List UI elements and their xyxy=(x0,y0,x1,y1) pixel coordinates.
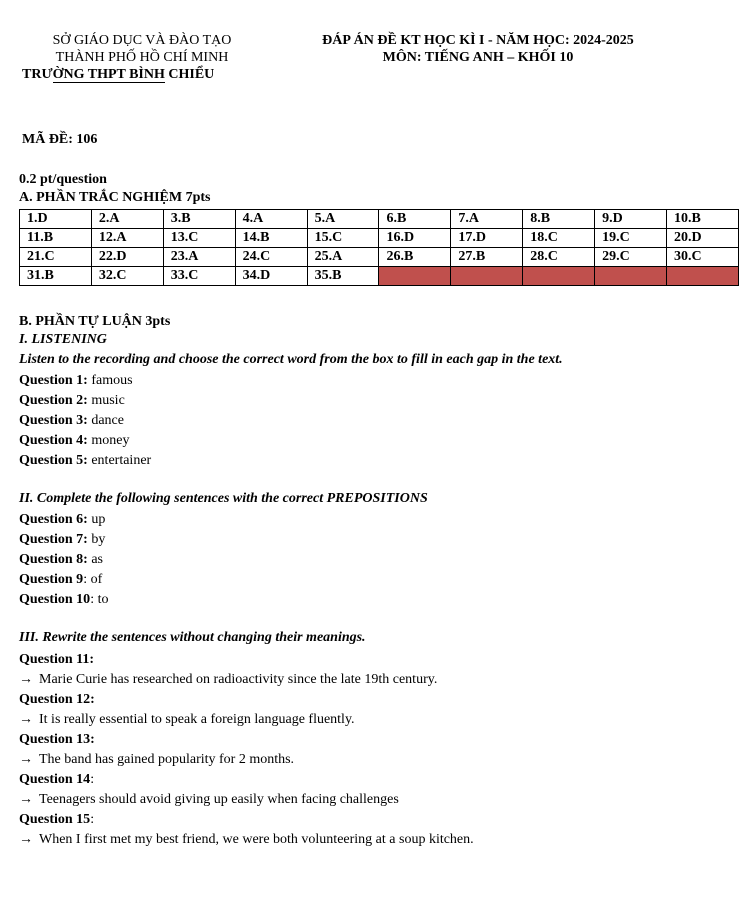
question-label: Question 6: xyxy=(19,512,88,527)
arrow-icon: → xyxy=(19,792,33,807)
question-item xyxy=(19,570,108,590)
question-label: Question 12: xyxy=(19,692,95,707)
answer-cell: 20.D xyxy=(667,229,739,248)
answer-cell: 1.D xyxy=(20,210,92,229)
question-label: Question 7: xyxy=(19,532,88,547)
question-label: Question 9 xyxy=(19,572,84,587)
answer-cell: 6.B xyxy=(379,210,451,229)
question-label: Question 4: xyxy=(19,433,88,448)
answer-cell: 3.B xyxy=(163,210,235,229)
rewrite-answer xyxy=(19,830,474,850)
question-answer: : of xyxy=(83,572,103,587)
question-label: Question 3: xyxy=(19,413,88,428)
part1-title: I. LISTENING xyxy=(19,332,107,347)
school-name-suffix: CHIỂU xyxy=(164,67,215,82)
answer-cell: 24.C xyxy=(235,248,307,267)
points-note: 0.2 pt/question xyxy=(19,172,107,187)
arrow-icon: → xyxy=(19,672,33,687)
question-item xyxy=(19,391,151,411)
part2-title: II. Complete the following sentences with the correct PREPOSITIONS xyxy=(19,491,428,506)
question-item xyxy=(19,550,108,570)
rewrite-answer xyxy=(19,710,474,730)
question-label: Question 8: xyxy=(19,552,88,567)
part3-answers xyxy=(19,650,474,850)
question-heading xyxy=(19,690,474,710)
answer-cell: 22.D xyxy=(91,248,163,267)
question-item xyxy=(19,510,108,530)
department-header xyxy=(22,32,262,83)
question-label: Question 1: xyxy=(19,373,88,388)
answer-cell: 18.C xyxy=(523,229,595,248)
part2-answers xyxy=(19,510,108,610)
question-answer: dance xyxy=(87,413,124,428)
answer-cell: 5.A xyxy=(307,210,379,229)
answer-cell: 7.A xyxy=(451,210,523,229)
answer-row xyxy=(20,248,739,267)
question-answer: famous xyxy=(87,373,133,388)
answer-cell: 13.C xyxy=(163,229,235,248)
question-label: Question 13: xyxy=(19,732,95,747)
question-item xyxy=(19,451,151,471)
exam-title: ĐÁP ÁN ĐỀ KT HỌC KÌ I - NĂM HỌC: 2024-2025 xyxy=(322,33,634,48)
answer-cell xyxy=(451,267,523,286)
answer-cell: 25.A xyxy=(307,248,379,267)
rewrite-answer-text: Teenagers should avoid giving up easily when facing challenges xyxy=(39,792,399,807)
answer-cell: 8.B xyxy=(523,210,595,229)
arrow-icon: → xyxy=(19,712,33,727)
question-answer: money xyxy=(87,433,130,448)
answer-cell: 29.C xyxy=(595,248,667,267)
answer-cell: 17.D xyxy=(451,229,523,248)
question-heading xyxy=(19,770,474,790)
question-answer: music xyxy=(87,393,125,408)
answer-cell: 9.D xyxy=(595,210,667,229)
question-item xyxy=(19,411,151,431)
question-item xyxy=(19,371,151,391)
answer-cell: 19.C xyxy=(595,229,667,248)
section-a-title: A. PHẦN TRẮC NGHIỆM 7pts xyxy=(19,190,211,205)
question-answer: up xyxy=(87,512,106,527)
school-name xyxy=(22,66,262,83)
question-label-suffix: : xyxy=(90,812,95,827)
rewrite-answer-text: It is really essential to speak a foreign language fluently. xyxy=(39,712,355,727)
answer-cell: 30.C xyxy=(667,248,739,267)
answer-cell xyxy=(379,267,451,286)
question-label: Question 15 xyxy=(19,812,91,827)
arrow-icon: → xyxy=(19,832,33,847)
rewrite-answer-text: Marie Curie has researched on radioactivity since the late 19th century. xyxy=(39,672,438,687)
part3-title: III. Rewrite the sentences without changing their meanings. xyxy=(19,630,366,645)
question-answer: entertainer xyxy=(87,453,152,468)
question-label: Question 14 xyxy=(19,772,91,787)
answer-cell: 27.B xyxy=(451,248,523,267)
rewrite-answer-text: When I first met my best friend, we were both volunteering at a soup kitchen. xyxy=(39,832,474,847)
rewrite-answer-text: The band has gained popularity for 2 months. xyxy=(39,752,295,767)
answer-table xyxy=(19,209,739,286)
school-name-prefix: TRƯ xyxy=(22,67,53,82)
answer-cell: 31.B xyxy=(20,267,92,286)
answer-cell: 32.C xyxy=(91,267,163,286)
answer-cell: 33.C xyxy=(163,267,235,286)
question-answer: as xyxy=(87,552,104,567)
answer-cell: 16.D xyxy=(379,229,451,248)
answer-cell: 28.C xyxy=(523,248,595,267)
part1-instruction: Listen to the recording and choose the correct word from the box to fill in each gap in the text. xyxy=(19,352,563,367)
department-line-2: THÀNH PHỐ HỒ CHÍ MINH xyxy=(55,50,229,65)
answer-cell: 35.B xyxy=(307,267,379,286)
answer-cell: 11.B xyxy=(20,229,92,248)
arrow-icon: → xyxy=(19,752,33,767)
answer-row xyxy=(20,210,739,229)
answer-cell xyxy=(523,267,595,286)
question-label: Question 2: xyxy=(19,393,88,408)
rewrite-answer xyxy=(19,750,474,770)
question-answer: : to xyxy=(90,592,109,607)
answer-cell xyxy=(667,267,739,286)
answer-cell: 10.B xyxy=(667,210,739,229)
answer-cell: 2.A xyxy=(91,210,163,229)
answer-cell: 12.A xyxy=(91,229,163,248)
question-heading xyxy=(19,730,474,750)
answer-row xyxy=(20,229,739,248)
question-heading xyxy=(19,650,474,670)
answer-cell: 21.C xyxy=(20,248,92,267)
department-line-1: SỞ GIÁO DỤC VÀ ĐÀO TẠO xyxy=(52,33,232,48)
question-label: Question 5: xyxy=(19,453,88,468)
question-item xyxy=(19,431,151,451)
exam-code: MÃ ĐỀ: 106 xyxy=(22,132,98,147)
answer-cell xyxy=(595,267,667,286)
exam-header xyxy=(268,32,688,66)
answer-cell: 14.B xyxy=(235,229,307,248)
question-heading xyxy=(19,810,474,830)
exam-subject: MÔN: TIẾNG ANH – KHỐI 10 xyxy=(382,50,574,65)
question-answer: by xyxy=(87,532,106,547)
answer-row xyxy=(20,267,739,286)
question-item xyxy=(19,530,108,550)
question-label: Question 11: xyxy=(19,652,95,667)
question-label-suffix: : xyxy=(90,772,95,787)
answer-cell: 4.A xyxy=(235,210,307,229)
answer-cell: 23.A xyxy=(163,248,235,267)
rewrite-answer xyxy=(19,670,474,690)
question-item xyxy=(19,590,108,610)
question-label: Question 10 xyxy=(19,592,91,607)
part1-answers xyxy=(19,371,151,471)
section-b-title: B. PHẦN TỰ LUẬN 3pts xyxy=(19,314,171,329)
rewrite-answer xyxy=(19,790,474,810)
answer-cell: 34.D xyxy=(235,267,307,286)
school-name-underlined: ỜNG THPT BÌNH xyxy=(52,67,165,82)
answer-cell: 15.C xyxy=(307,229,379,248)
answer-cell: 26.B xyxy=(379,248,451,267)
